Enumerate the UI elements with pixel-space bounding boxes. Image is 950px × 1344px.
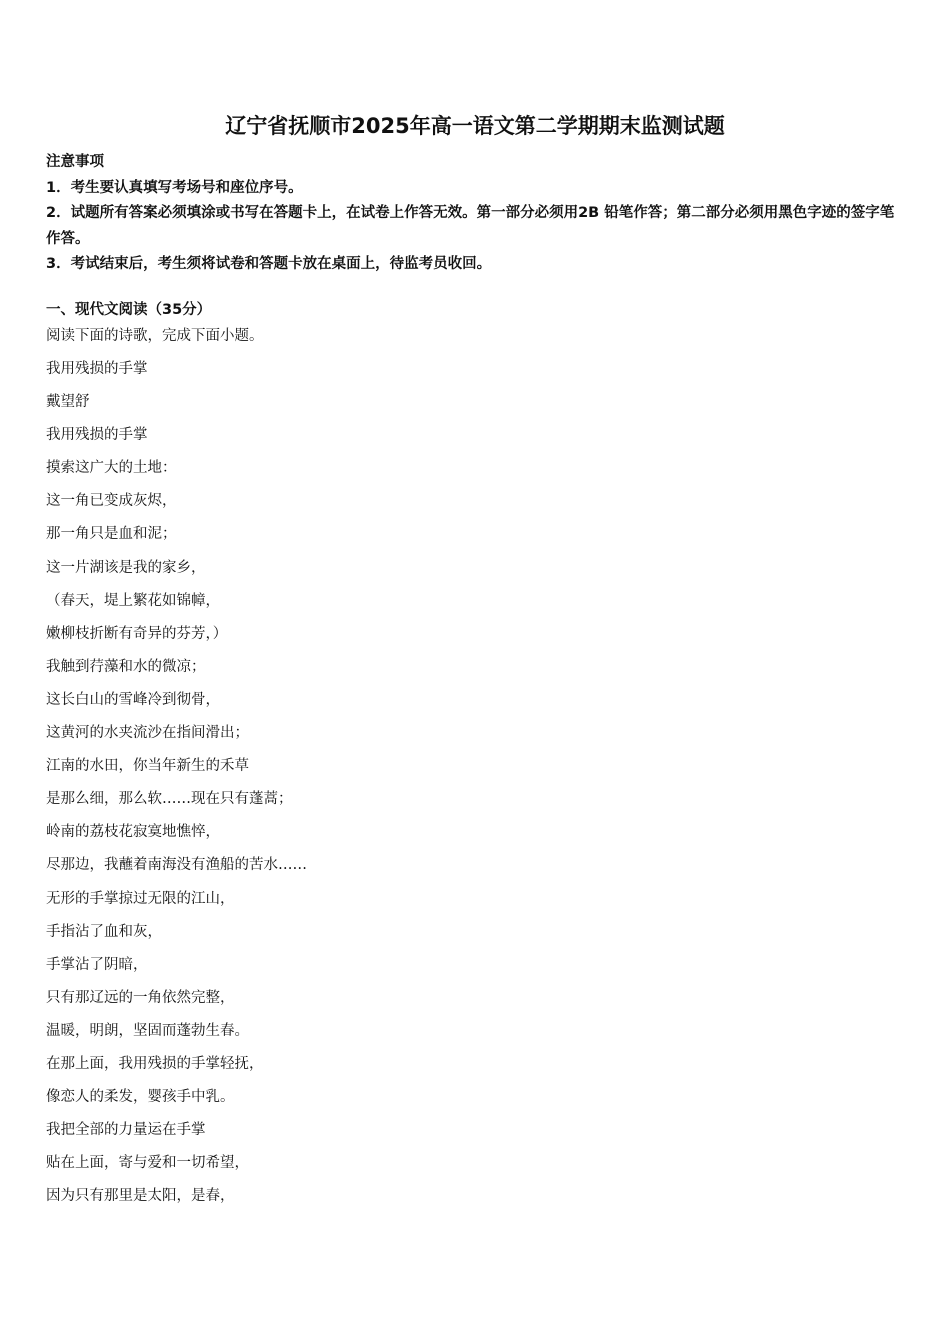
poem-line: 那一角只是血和泥； [46,526,177,543]
section-heading: 一、现代文阅读（35分） [46,302,212,318]
poem-line: 是那么细，那么软……现在只有蓬蒿； [46,791,293,808]
notice-heading: 注意事项 [46,154,104,170]
poem-line: 嫩柳枝折断有奇异的芬芳，） [46,625,228,642]
poem-line: 这一角已变成灰烬， [46,493,177,510]
poem-block [46,355,307,1215]
poem-line: 温暖，明朗，坚固而蓬勃生春。 [46,1022,249,1039]
poem-line: 尽那边，我蘸着南海没有渔船的苦水…… [46,857,307,874]
poem-line: 我把全部的力量运在手掌 [46,1122,206,1139]
poem-line: 无形的手掌掠过无限的江山， [46,890,235,907]
poem-line: 像恋人的柔发，婴孩手中乳。 [46,1089,235,1106]
poem-line: 这一片湖该是我的家乡， [46,559,206,576]
notice-block [46,150,908,278]
poem-line: 这长白山的雪峰冷到彻骨， [46,691,220,708]
notice-item-3: 3．考试结束后，考生须将试卷和答题卡放在桌面上，待监考员收回。 [46,256,492,272]
poem-line: 因为只有那里是太阳，是春， [46,1188,235,1205]
notice-item-2: 2．试题所有答案必须填涂或书写在答题卡上，在试卷上作答无效。第一部分必须用2B 铅笔作答；第二部分必须用黑色字迹的签字笔作答。 [46,205,895,247]
notice-item-1: 1．考生要认真填写考场号和座位序号。 [46,179,303,196]
poem-line: 岭南的荔枝花寂寞地憔悴， [46,824,220,841]
poem-line: 我用残损的手掌 [46,427,148,444]
poem-line: 江南的水田，你当年新生的禾草 [46,758,249,775]
poem-line: 在那上面，我用残损的手掌轻抚， [46,1055,264,1072]
poem-line: 贴在上面，寄与爱和一切希望， [46,1155,249,1172]
section-instruction: 阅读下面的诗歌，完成下面小题。 [46,328,264,344]
page-title: 辽宁省抚顺市2025年高一语文第二学期期末监测试题 [225,114,725,138]
poem-line: 手掌沾了阴暗， [46,956,148,973]
poem-line: 我触到荇藻和水的微凉； [46,658,206,675]
poem-line: 手指沾了血和灰， [46,923,162,940]
poem-line: 摸索这广大的土地： [46,460,177,477]
poem-line: （春天，堤上繁花如锦幛， [46,592,220,609]
poem-line: 这黄河的水夹流沙在指间滑出； [46,725,249,742]
poem-line: 只有那辽远的一角依然完整， [46,989,235,1006]
poem-title: 我用残损的手掌 [46,361,148,377]
poem-author: 戴望舒 [46,394,90,411]
